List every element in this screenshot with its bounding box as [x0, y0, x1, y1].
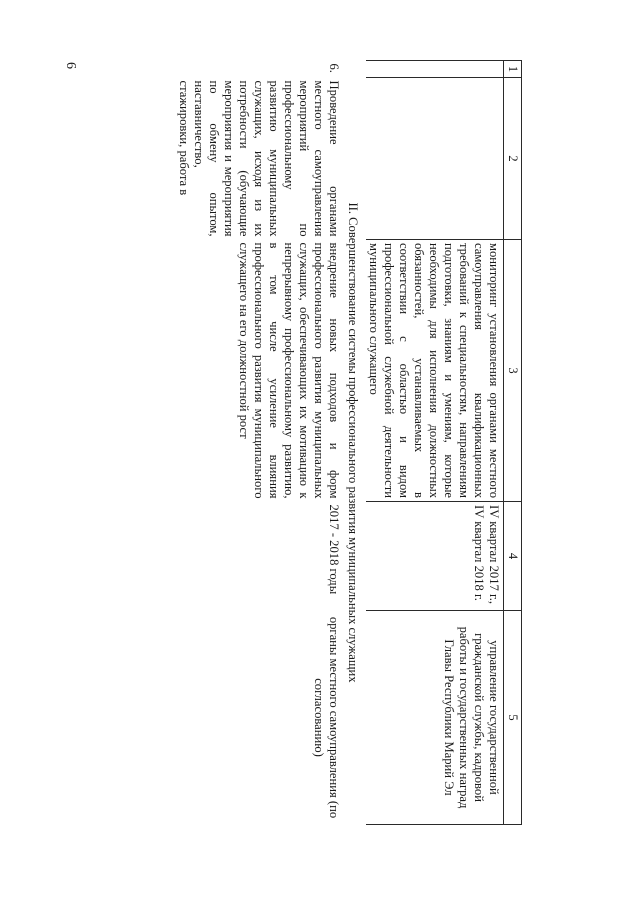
event-cell: Проведение органами местного самоуправления мероприятий по профессиональному развитию муниципальных служащих, исходя из их потребности (обучающие мероприятия и мероприятия по обмену опытом, наставничество, стажировки, работа в — [177, 80, 341, 237]
event-cell — [366, 78, 504, 240]
row-number-cell — [366, 61, 504, 78]
deadline-cell: 2017 - 2018 годы — [327, 504, 341, 595]
section-title: II. Совершенствование системы профессионального развития муниципальных служащих — [346, 202, 360, 683]
responsible-cell: органы местного самоуправления (по согласованию) — [312, 616, 341, 819]
row-number-cell: 6. — [327, 63, 341, 73]
result-cell: внедрение новых подходов и форм профессионального развития муниципальных служащих, обеспечивающих их мотивацию к непрерывному профессиональному развитию, в том числе усиление влияния профессионального развития муниципального служащего на его должностной рост — [237, 242, 341, 499]
section-row — [341, 61, 366, 825]
responsible-cell: управление государственной гражданской службы, кадровой работы и государственных наград Главы Республики Марий Эл — [366, 611, 504, 825]
deadline-cell: IV квартал 2017 г., IV квартал 2018 г. — [366, 502, 504, 611]
plan-table — [176, 60, 522, 825]
table-row — [366, 61, 504, 825]
column-number: 5 — [504, 611, 522, 825]
column-number: 2 — [504, 78, 522, 240]
column-number: 1 — [504, 61, 522, 78]
table-header-row — [504, 61, 522, 825]
page-number: 6 — [63, 62, 78, 69]
result-cell: мониторинг установления органами местного самоуправления квалификационных требований к специальностям, направлениям подготовки, знаниям и умениям, которые необходимы для исполнения должностных обязанностей, устанавливаемых в соответствии с областью и видом профессиональной служебной деятельности муниципального служащего — [366, 240, 504, 502]
table-row — [176, 61, 341, 825]
column-number: 3 — [504, 240, 522, 502]
column-number: 4 — [504, 502, 522, 611]
